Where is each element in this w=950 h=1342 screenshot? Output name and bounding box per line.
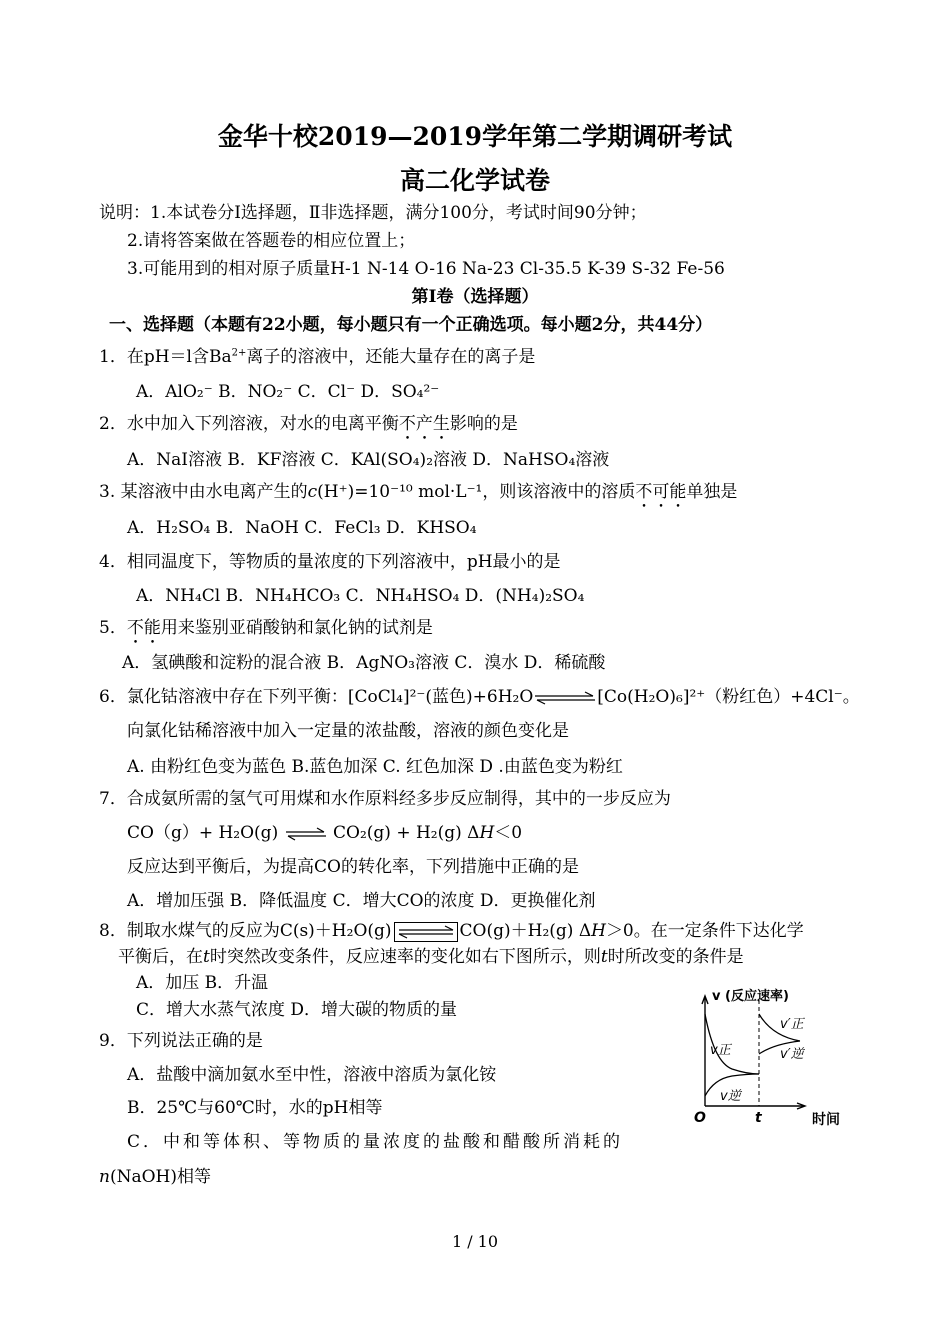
exam-title: 金华十校2019—2019学年第二学期调研考试 <box>217 122 733 151</box>
question-4: 4．相同温度下，等物质的量浓度的下列溶液中，pH最小的是 <box>99 552 561 572</box>
q8-options-ab: A．加压 B．升温 <box>136 973 269 993</box>
q3-options: A．H₂SO₄ B．NaOH C．FeCl₃ D．KHSO₄ <box>127 518 477 538</box>
q2-stem-a: 2．水中加入下列溶液，对水的电离平衡 <box>99 414 399 434</box>
q1-stem-sup: 2+ <box>231 347 247 359</box>
q8-stem-b: CO(g)＋H₂(g) Δ <box>459 921 592 941</box>
q3-stem-a: 3. 某溶液中由水电离产生的 <box>99 482 308 502</box>
equilibrium-box-icon <box>394 922 458 942</box>
q7-equation <box>127 822 522 844</box>
t-label: t <box>755 1110 762 1126</box>
exam-subtitle: 高二化学试卷 <box>399 166 550 195</box>
rate-time-graph <box>692 984 858 1134</box>
q3-stem-b: (H⁺)=10⁻¹⁰ mol·L⁻¹，则该溶液中的溶质 <box>317 482 636 502</box>
q7-eq-b: CO₂(g) + H₂(g) Δ <box>333 823 480 843</box>
equilibrium-arrow-icon <box>533 691 597 705</box>
v-reverse-label: v逆 <box>720 1089 741 1104</box>
q9-option-a: A．盐酸中滴加氨水至中性，溶液中溶质为氯化铵 <box>127 1065 497 1085</box>
question-9: 9．下列说法正确的是 <box>99 1031 263 1051</box>
q9-option-c-cont <box>99 1166 211 1188</box>
q5-options: A．氢碘酸和淀粉的混合液 B．AgNO₃溶液 C．溴水 D．稀硫酸 <box>122 653 606 673</box>
q1-options: A．AlO₂⁻ B．NO₂⁻ C．Cl⁻ D．SO₄²⁻ <box>136 382 440 402</box>
q9-c2-b: (NaOH)相等 <box>109 1167 211 1187</box>
note-2: 2.请将答案做在答题卷的相应位置上； <box>127 231 416 251</box>
q7-eq-a: CO（g）+ H₂O(g) <box>127 823 279 843</box>
q9-option-b: B．25℃与60℃时，水的pH相等 <box>127 1098 383 1118</box>
v-forward-label: v正 <box>710 1043 731 1058</box>
note-3: 3.可能用到的相对原子质量H-1 N-14 O-16 Na-23 Cl-35.5 K-39 S-32 Fe-56 <box>127 259 725 279</box>
q1-stem-a: 1．在pH＝l含Ba <box>99 347 232 367</box>
q4-options: A．NH₄Cl B．NH₄HCO₃ C．NH₄HSO₄ D．(NH₄)₂SO₄ <box>136 586 585 606</box>
q8-stem2-c: 时突然改变条件，反应速率的变化如右下图所示，则 <box>209 947 601 967</box>
question-5 <box>99 617 433 648</box>
q5-stem-b: 用来鉴别亚硝酸钠和氯化钠的试剂是 <box>160 618 433 638</box>
q8-stem-d: ＞0。在一定条件下达化学 <box>605 921 804 941</box>
q3-stem-c: 单独是 <box>686 482 738 502</box>
question-6 <box>99 686 860 708</box>
q7-options: A．增加压强 B．降低温度 C．增大CO的浓度 D．更换催化剂 <box>127 891 596 911</box>
section-instructions: 一、选择题（本题有22小题，每小题只有一个正确选项。每小题2分，共44分） <box>109 315 713 335</box>
q6-stem-b: [Co(H₂O)₆]²⁺（粉红色）+4Cl⁻。 <box>597 687 860 707</box>
q3-c-symbol: c <box>307 482 318 502</box>
q8-stem2-b: t <box>203 947 210 967</box>
q2-options: A．NaI溶液 B．KF溶液 C．KAl(SO₄)₂溶液 D．NaHSO₄溶液 <box>127 450 610 470</box>
question-8 <box>99 920 804 942</box>
q6-stem-2: 向氯化钴稀溶液中加入一定量的浓盐酸，溶液的颜色变化是 <box>127 721 569 741</box>
q3-stem-emphasis: 不可能 <box>635 482 687 502</box>
v-forward-prime-label: v′正 <box>780 1017 804 1032</box>
q8-stem2-a: 平衡后，在 <box>118 947 203 967</box>
q5-stem-emphasis: 不能 <box>126 618 161 638</box>
section-heading: 第Ⅰ卷（选择题） <box>411 287 539 307</box>
q6-stem-a: 6．氯化钴溶液中存在下列平衡：[CoCl₄]²⁻(蓝色)+6H₂O <box>99 687 534 707</box>
q1-stem-b: 离子的溶液中，还能大量存在的离子是 <box>246 347 536 367</box>
note-1: 说明：1.本试卷分Ⅰ选择题，Ⅱ非选择题，满分100分，考试时间90分钟； <box>99 203 647 223</box>
q8-options-cd: C．增大水蒸气浓度 D．增大碳的物质的量 <box>136 1000 458 1020</box>
q8-stem-2 <box>118 946 744 968</box>
q7-eq-c: H <box>479 823 495 843</box>
page-number: 1 / 10 <box>451 1232 499 1251</box>
question-2 <box>99 413 518 444</box>
q6-options: A. 由粉红色变为蓝色 B.蓝色加深 C. 红色加深 D .由蓝色变为粉红 <box>127 757 623 777</box>
q7-stem-2: 反应达到平衡后，为提高CO的转化率，下列措施中正确的是 <box>127 857 579 877</box>
q2-stem-emphasis: 不产生 <box>398 414 450 434</box>
q7-eq-d: ＜0 <box>494 823 523 843</box>
question-3 <box>99 481 737 512</box>
q2-stem-b: 影响的是 <box>449 414 518 434</box>
q9-c2-a: n <box>99 1167 110 1187</box>
q8-stem-c: H <box>591 921 606 941</box>
q8-stem-a: 8．制取水煤气的反应为C(s)＋H₂O(g) <box>99 921 392 941</box>
q9-option-c: C．中和等体积、等物质的量浓度的盐酸和醋酸所消耗的 <box>127 1132 624 1152</box>
origin-label: O <box>694 1110 706 1126</box>
y-axis-label: v (反应速率) <box>712 989 789 1004</box>
x-axis-label: 时间 <box>812 1112 840 1128</box>
question-1 <box>99 346 535 368</box>
question-7: 7．合成氨所需的氢气可用煤和水作原料经多步反应制得，其中的一步反应为 <box>99 789 671 809</box>
q8-stem2-d: t <box>600 947 608 967</box>
equilibrium-arrow-icon <box>284 827 328 841</box>
q5-stem-a: 5． <box>99 618 127 638</box>
q8-stem2-e: 时所改变的条件是 <box>607 947 744 967</box>
v-reverse-prime-label: v′逆 <box>780 1047 804 1062</box>
